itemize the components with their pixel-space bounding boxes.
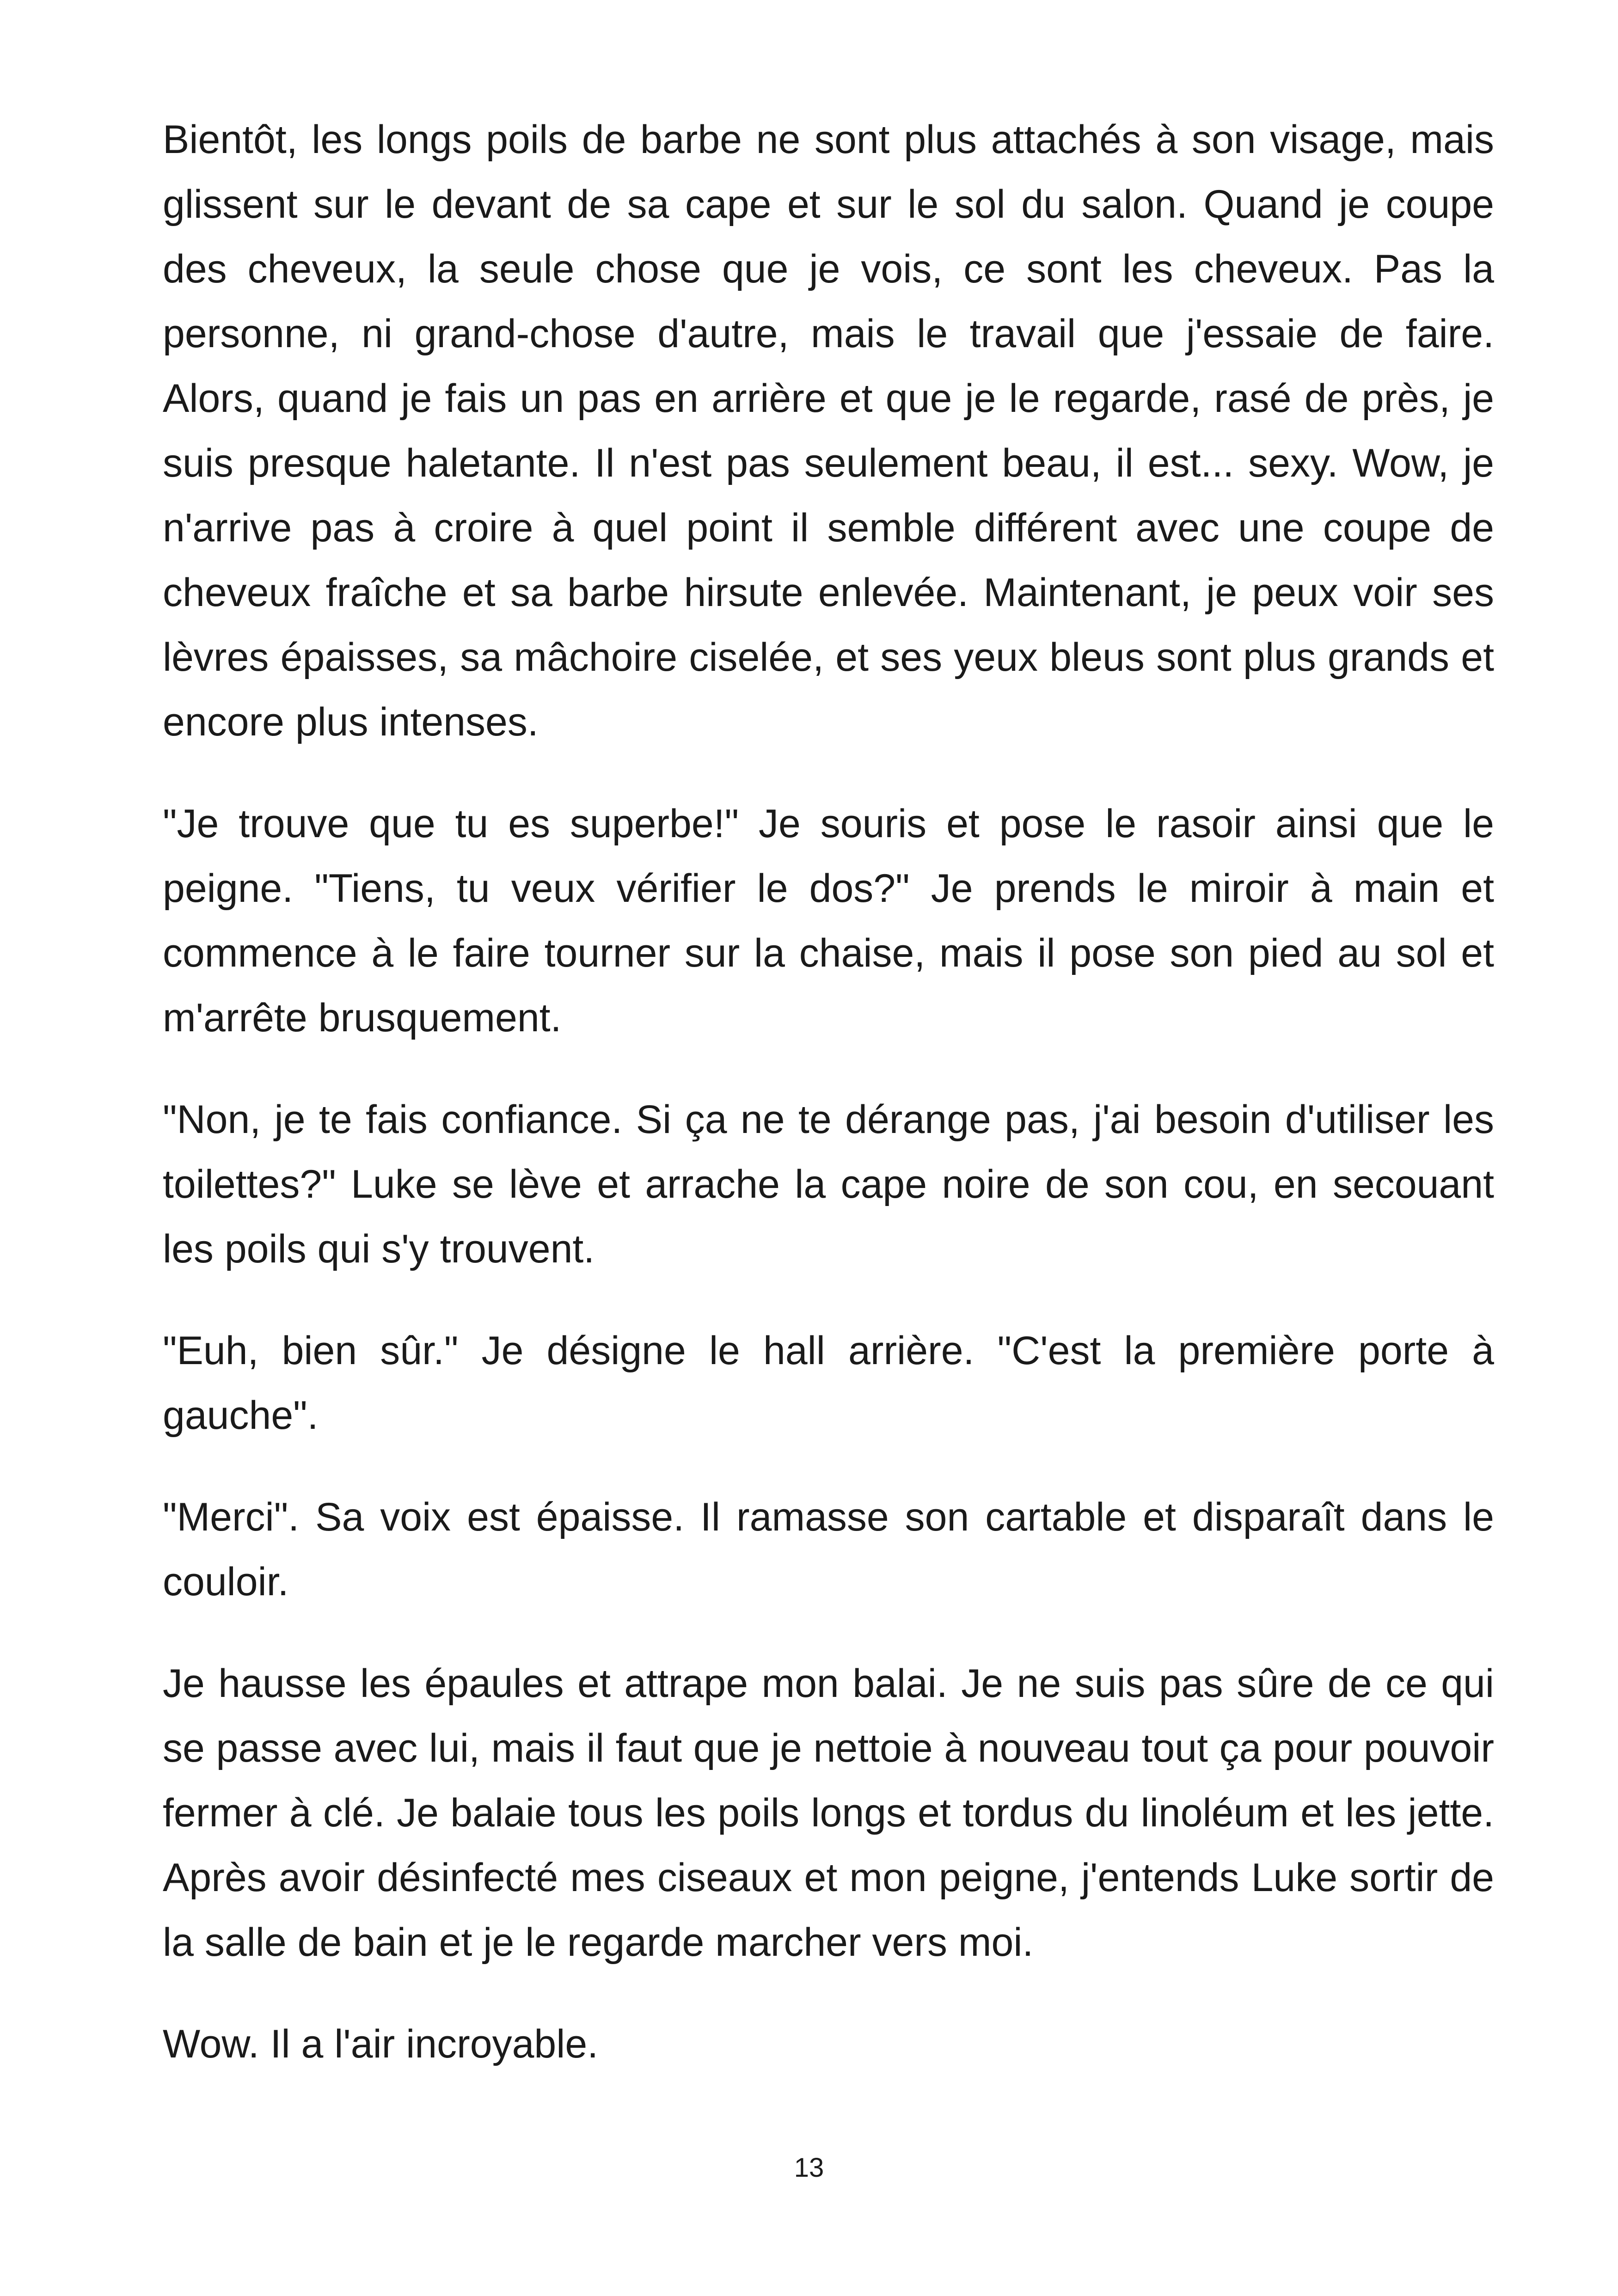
paragraph-7: Wow. Il a l'air incroyable. xyxy=(163,2022,599,2066)
paragraph-2: "Je trouve que tu es superbe!" Je souris et pose le rasoir ainsi que le peigne. "Tiens, tu veux vérifier le dos?" Je prends le miroir à main et commence à le faire tourner sur la chaise, mais il pose son pied au sol et m'arrête brusquement. xyxy=(163,802,1494,1040)
paragraph-5: "Merci". Sa voix est épaisse. Il ramasse son cartable et disparaît dans le couloir. xyxy=(163,1495,1494,1604)
paragraph-1: Bientôt, les longs poils de barbe ne sont plus attachés à son visage, mais glissent sur le devant de sa cape et sur le sol du salon. Quand je coupe des cheveux, la seule chose que je vois, ce sont les cheveux. Pas la personne, ni grand-chose d'autre, mais le travail que j'essaie de faire. Alors, quand je fais un pas en arrière et que je le regarde, rasé de près, je suis presque haletante. Il n'est pas seulement beau, il est... sexy. Wow, je n'arrive pas à croire à quel point il semble différent avec une coupe de cheveux fraîche et sa barbe hirsute enlevée. Maintenant, je peux voir ses lèvres épaisses, sa mâchoire ciselée, et ses yeux bleus sont plus grands et encore plus intenses. xyxy=(163,117,1494,744)
paragraph-4: "Euh, bien sûr." Je désigne le hall arrière. "C'est la première porte à gauche". xyxy=(163,1329,1494,1438)
text-body xyxy=(163,107,1494,2076)
paragraph-6: Je hausse les épaules et attrape mon balai. Je ne suis pas sûre de ce qui se passe avec lui, mais il faut que je nettoie à nouveau tout ça pour pouvoir fermer à clé. Je balaie tous les poils longs et tordus du linoléum et les jette. Après avoir désinfecté mes ciseaux et mon peigne, j'entends Luke sortir de la salle de bain et je le regarde marcher vers moi. xyxy=(163,1661,1494,1965)
paragraph-3: "Non, je te fais confiance. Si ça ne te dérange pas, j'ai besoin d'utiliser les toilettes?" Luke se lève et arrache la cape noire de son cou, en secouant les poils qui s'y trouvent. xyxy=(163,1097,1494,1271)
page-number: 13 xyxy=(794,2153,824,2183)
